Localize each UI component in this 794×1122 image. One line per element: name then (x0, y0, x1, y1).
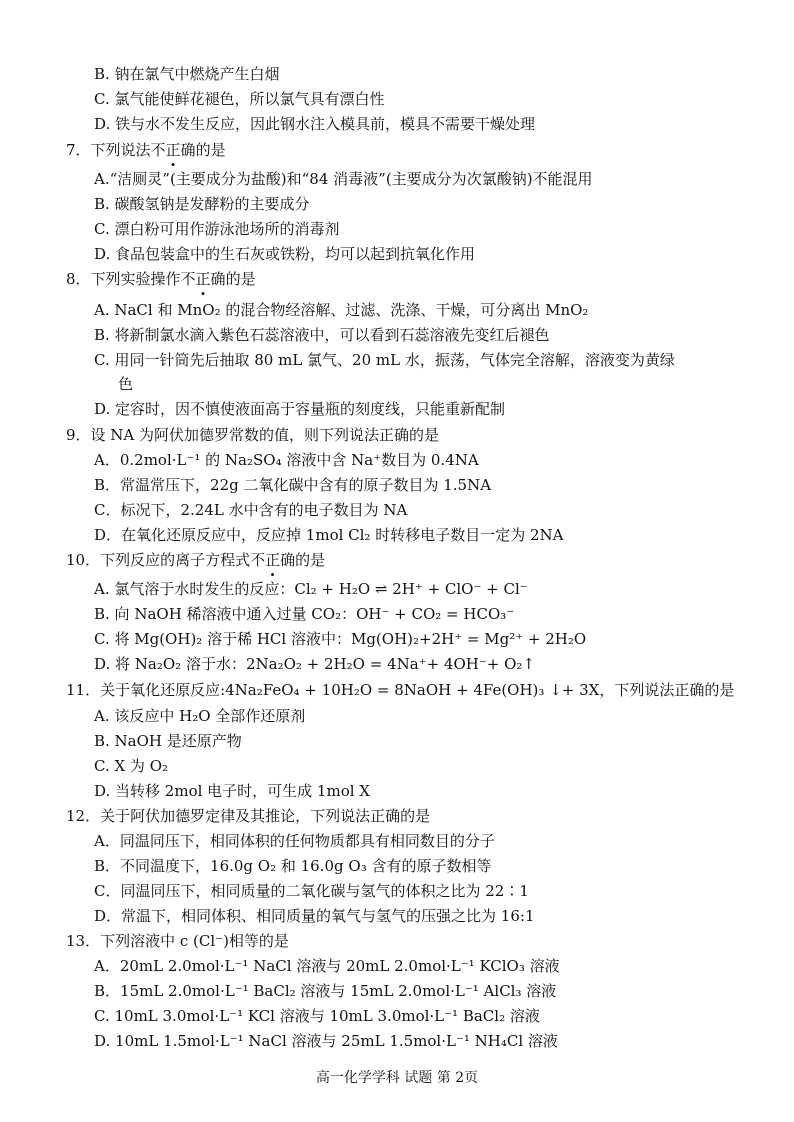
q10-stem (66, 548, 325, 572)
q9-option-c: C．标况下，2.24L 水中含有的电子数目为 NA (94, 501, 408, 519)
q13-option-a: A．20mL 2.0mol·L⁻¹ NaCl 溶液与 20mL 2.0mol·L⁻¹ KClO₃ 溶液 (94, 957, 560, 975)
q8-option-c: C. 用同一针筒先后抽取 80 mL 氯气、20 mL 水，振荡，气体完全溶解，溶液变为黄绿 (94, 351, 675, 369)
q7-stem (66, 138, 226, 162)
q12-option-c: C．同温同压下，相同质量的二氧化碳与氢气的体积之比为 22∶1 (94, 882, 529, 900)
q6-option-b: B. 钠在氯气中燃烧产生白烟 (94, 65, 280, 83)
stem-text: 7．下列说法 (66, 141, 151, 159)
q7-option-c: C. 漂白粉可用作游泳池场所的消毒剂 (94, 220, 340, 238)
page-footer: 高一化学学科 试题 第 2页 (315, 1070, 479, 1086)
q12-option-b: B．不同温度下，16.0g O₂ 和 16.0g O₃ 含有的原子数相等 (94, 857, 492, 875)
q11-option-a: A. 该反应中 H₂O 全部作还原剂 (94, 707, 306, 725)
q12-option-a: A．同温同压下，相同体积的任何物质都具有相同数目的分子 (94, 832, 495, 850)
q13-option-d: D. 10mL 1.5mol·L⁻¹ NaCl 溶液与 25mL 1.5mol·L⁻¹ NH₄Cl 溶液 (94, 1032, 558, 1050)
emphasis-text: 不正确 (250, 551, 296, 569)
stem-text: 10．下列反应的离子方程式 (66, 551, 251, 569)
q11-option-b: B. NaOH 是还原产物 (94, 732, 242, 750)
q13-option-b: B．15mL 2.0mol·L⁻¹ BaCl₂ 溶液与 15mL 2.0mol·L⁻¹ AlCl₃ 溶液 (94, 982, 557, 1000)
q13-stem: 13．下列溶液中 c (Cl⁻)相等的是 (66, 932, 289, 950)
q7-option-d: D. 食品包装盒中的生石灰或铁粉，均可以起到抗氧化作用 (94, 245, 476, 263)
q13-option-c: C. 10mL 3.0mol·L⁻¹ KCl 溶液与 10mL 3.0mol·L⁻¹ BaCl₂ 溶液 (94, 1007, 540, 1025)
q9-option-a: A．0.2mol·L⁻¹ 的 Na₂SO₄ 溶液中含 Na⁺数目为 0.4NA (94, 451, 479, 469)
q8-option-b: B. 将新制氯水滴入紫色石蕊溶液中，可以看到石蕊溶液先变红后褪色 (94, 326, 550, 344)
q7-option-b: B. 碳酸氢钠是发酵粉的主要成分 (94, 195, 310, 213)
q9-option-b: B．常温常压下，22g 二氧化碳中含有的原子数目为 1.5NA (94, 476, 492, 494)
q10-option-c: C. 将 Mg(OH)₂ 溶于稀 HCl 溶液中：Mg(OH)₂+2H⁺ = Mg²⁺ + 2H₂O (94, 630, 587, 648)
q6-option-c: C. 氯气能使鲜花褪色，所以氯气具有漂白性 (94, 90, 385, 108)
q9-stem: 9．设 NA 为阿伏加德罗常数的值，则下列说法正确的是 (66, 426, 440, 444)
q6-option-d: D. 铁与水不发生反应，因此钢水注入模具前，模具不需要干燥处理 (94, 115, 536, 133)
q10-option-b: B. 向 NaOH 稀溶液中通入过量 CO₂：OH⁻ + CO₂ = HCO₃⁻ (94, 605, 515, 623)
q11-option-c: C. X 为 O₂ (94, 757, 169, 775)
stem-text: 8．下列实验操作 (66, 270, 181, 288)
q11-option-d: D. 当转移 2mol 电子时，可生成 1mol X (94, 782, 370, 800)
stem-text: 的是 (195, 141, 226, 159)
q9-option-d: D．在氧化还原反应中，反应掉 1mol Cl₂ 时转移电子数目一定为 2NA (94, 526, 564, 544)
emphasis-text: 不正确 (180, 270, 226, 288)
q8-option-d: D. 定容时，因不慎使液面高于容量瓶的刻度线，只能重新配制 (94, 400, 506, 418)
q8-stem (66, 267, 256, 291)
stem-text: 的是 (225, 270, 256, 288)
q7-option-a: A.“洁厕灵”(主要成分为盐酸)和“84 消毒液”(主要成分为次氯酸钠)不能混用 (94, 170, 593, 188)
q10-option-d: D. 将 Na₂O₂ 溶于水：2Na₂O₂ + 2H₂O = 4Na⁺+ 4OH⁻+ O₂↑ (94, 655, 535, 673)
emphasis-text: 不正确 (150, 141, 196, 159)
q11-stem: 11．关于氧化还原反应:4Na₂FeO₄ + 10H₂O = 8NaOH + 4Fe(OH)₃ ↓+ 3X，下列说法正确的是 (66, 681, 735, 699)
stem-text: 的是 (295, 551, 326, 569)
q10-option-a: A. 氯气溶于水时发生的反应：Cl₂ + H₂O ⇌ 2H⁺ + ClO⁻ + Cl⁻ (94, 580, 528, 598)
q12-stem: 12．关于阿伏加德罗定律及其推论，下列说法正确的是 (66, 807, 431, 825)
q8-option-c-cont: 色 (118, 375, 134, 393)
q8-option-a: A. NaCl 和 MnO₂ 的混合物经溶解、过滤、洗涤、干燥，可分离出 MnO₂ (94, 301, 589, 319)
q12-option-d: D．常温下，相同体积、相同质量的氧气与氢气的压强之比为 16:1 (94, 907, 535, 925)
